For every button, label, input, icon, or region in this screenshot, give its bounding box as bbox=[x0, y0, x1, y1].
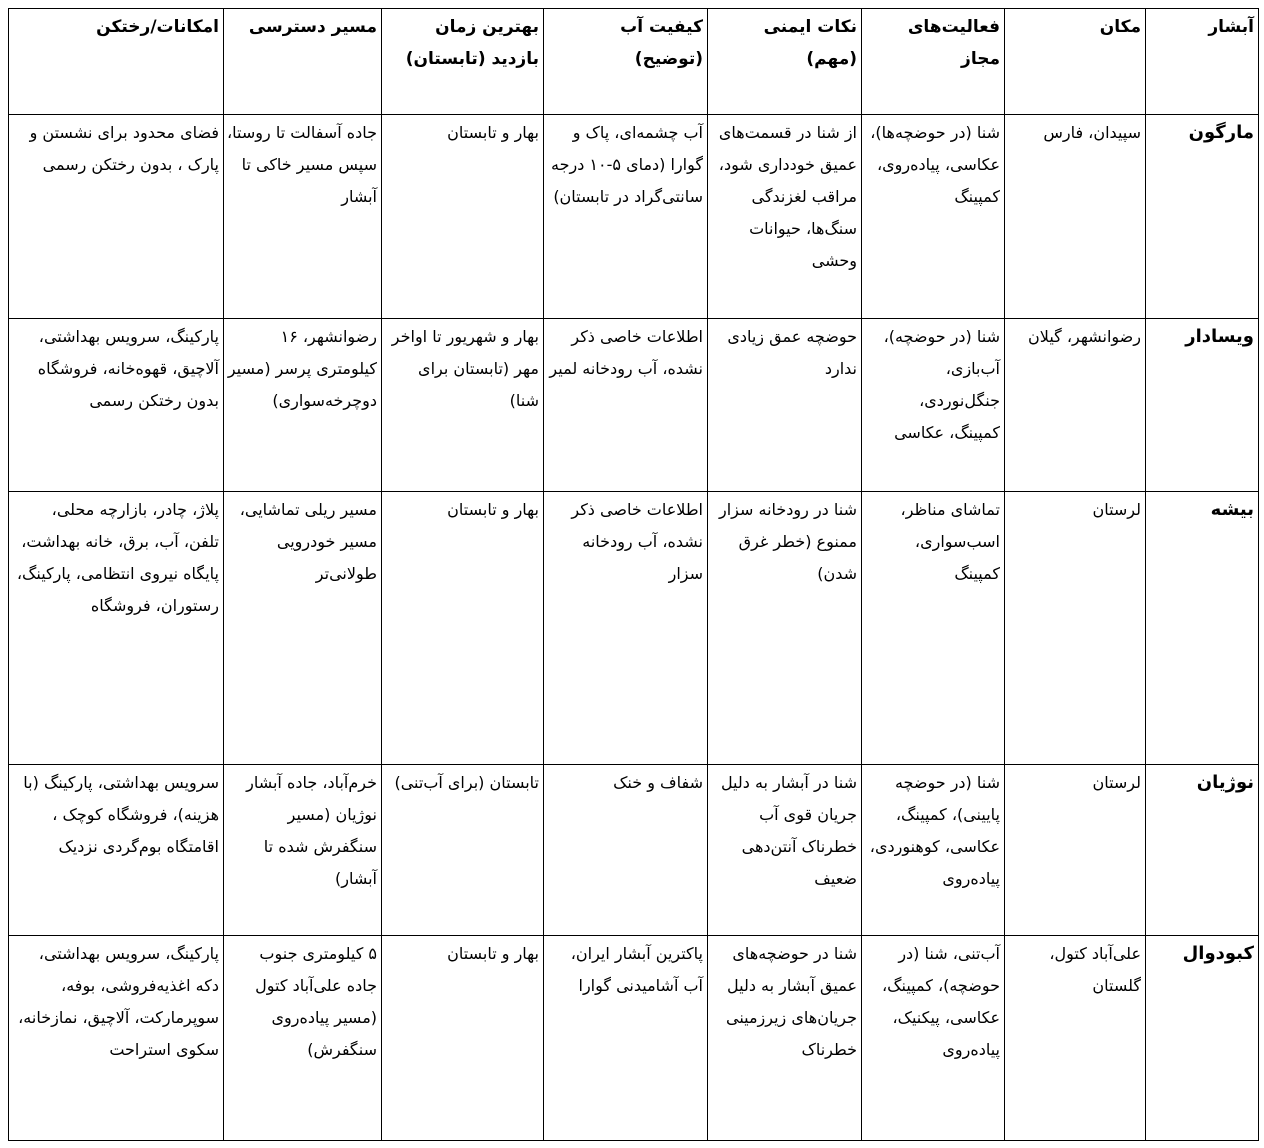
safety-cell: شنا در رودخانه سزار ممنوع (خطر غرق شدن) bbox=[708, 492, 862, 765]
table-row bbox=[9, 115, 1259, 319]
water-quality-cell: اطلاعات خاصی ذکر نشده، آب رودخانه سزار bbox=[544, 492, 708, 765]
activities-cell: تماشای مناظر، اسب‌سواری، کمپینگ bbox=[862, 492, 1005, 765]
header-access: مسیر دسترسی bbox=[224, 9, 382, 115]
header-activities: فعالیت‌های مجاز bbox=[862, 9, 1005, 115]
access-cell: رضوانشهر، ۱۶ کیلومتری پرسر (مسیر دوچرخه‌سواری) bbox=[224, 319, 382, 492]
header-best-time: بهترین زمان بازدید (تابستان) bbox=[382, 9, 544, 115]
location-cell: لرستان bbox=[1005, 492, 1146, 765]
table-row bbox=[9, 936, 1259, 1141]
activities-cell: شنا (در حوضچه‌ها)، عکاسی، پیاده‌روی، کمپینگ bbox=[862, 115, 1005, 319]
waterfall-name-cell: بیشه bbox=[1146, 492, 1259, 765]
table-row bbox=[9, 765, 1259, 936]
facilities-cell: فضای محدود برای نشستن و پارک ، بدون رختکن رسمی bbox=[9, 115, 224, 319]
waterfall-name-cell: مارگون bbox=[1146, 115, 1259, 319]
header-safety: نکات ایمنی (مهم) bbox=[708, 9, 862, 115]
water-quality-cell: اطلاعات خاصی ذکر نشده، آب رودخانه لمیر bbox=[544, 319, 708, 492]
best-time-cell: بهار و تابستان bbox=[382, 936, 544, 1141]
access-cell: جاده آسفالت تا روستا، سپس مسیر خاکی تا آبشار bbox=[224, 115, 382, 319]
waterfall-name-cell: ویسادار bbox=[1146, 319, 1259, 492]
location-cell: سپیدان، فارس bbox=[1005, 115, 1146, 319]
table-row bbox=[9, 492, 1259, 765]
access-cell: مسیر ریلی تماشایی، مسیر خودرویی طولانی‌تر bbox=[224, 492, 382, 765]
facilities-cell: پارکینگ، سرویس بهداشتی، دکه اغذیه‌فروشی، بوفه، سوپرمارکت، آلاچیق، نمازخانه، سکوی استراحت bbox=[9, 936, 224, 1141]
header-row bbox=[9, 9, 1259, 115]
best-time-cell: بهار و شهریور تا اواخر مهر (تابستان برای شنا) bbox=[382, 319, 544, 492]
header-location: مکان bbox=[1005, 9, 1146, 115]
best-time-cell: بهار و تابستان bbox=[382, 115, 544, 319]
safety-cell: حوضچه عمق زیادی ندارد bbox=[708, 319, 862, 492]
activities-cell: شنا (در حوضچه پایینی)، کمپینگ، عکاسی، کوهنوردی، پیاده‌روی bbox=[862, 765, 1005, 936]
water-quality-cell: شفاف و خنک bbox=[544, 765, 708, 936]
best-time-cell: بهار و تابستان bbox=[382, 492, 544, 765]
header-water-quality: کیفیت آب (توضیح) bbox=[544, 9, 708, 115]
waterfall-name-cell: کبودوال bbox=[1146, 936, 1259, 1141]
activities-cell: آب‌تنی، شنا (در حوضچه)، کمپینگ، عکاسی، پیکنیک، پیاده‌روی bbox=[862, 936, 1005, 1141]
activities-cell: شنا (در حوضچه)، آب‌بازی، جنگل‌نوردی، کمپینگ، عکاسی bbox=[862, 319, 1005, 492]
header-waterfall: آبشار bbox=[1146, 9, 1259, 115]
safety-cell: شنا در حوضچه‌های عمیق آبشار به دلیل جریان‌های زیرزمینی خطرناک bbox=[708, 936, 862, 1141]
best-time-cell: تابستان (برای آب‌تنی) bbox=[382, 765, 544, 936]
safety-cell: شنا در آبشار به دلیل جریان قوی آب خطرناک آنتن‌دهی ضعیف bbox=[708, 765, 862, 936]
header-facilities: امکانات/رختکن bbox=[9, 9, 224, 115]
location-cell: لرستان bbox=[1005, 765, 1146, 936]
facilities-cell: پلاژ، چادر، بازارچه محلی، تلفن، آب، برق، خانه بهداشت، پایگاه نیروی انتظامی، پارکینگ، رستوران، فروشگاه bbox=[9, 492, 224, 765]
safety-cell: از شنا در قسمت‌های عمیق خودداری شود، مراقب لغزندگی سنگ‌ها، حیوانات وحشی bbox=[708, 115, 862, 319]
waterfalls-table bbox=[8, 8, 1259, 1141]
facilities-cell: سرویس بهداشتی، پارکینگ (با هزینه)، فروشگاه کوچک ، اقامتگاه بوم‌گردی نزدیک bbox=[9, 765, 224, 936]
waterfall-name-cell: نوژیان bbox=[1146, 765, 1259, 936]
water-quality-cell: پاکترین آبشار ایران، آب آشامیدنی گوارا bbox=[544, 936, 708, 1141]
location-cell: علی‌آباد کتول، گلستان bbox=[1005, 936, 1146, 1141]
facilities-cell: پارکینگ، سرویس بهداشتی، آلاچیق، قهوه‌خانه، فروشگاه بدون رختکن رسمی bbox=[9, 319, 224, 492]
access-cell: ۵ کیلومتری جنوب جاده علی‌آباد کتول (مسیر پیاده‌روی سنگفرش) bbox=[224, 936, 382, 1141]
location-cell: رضوانشهر، گیلان bbox=[1005, 319, 1146, 492]
water-quality-cell: آب چشمه‌ای، پاک و گوارا (دمای ۵-۱۰ درجه سانتی‌گراد در تابستان) bbox=[544, 115, 708, 319]
table-row bbox=[9, 319, 1259, 492]
access-cell: خرم‌آباد، جاده آبشار نوژیان (مسیر سنگفرش شده تا آبشار) bbox=[224, 765, 382, 936]
